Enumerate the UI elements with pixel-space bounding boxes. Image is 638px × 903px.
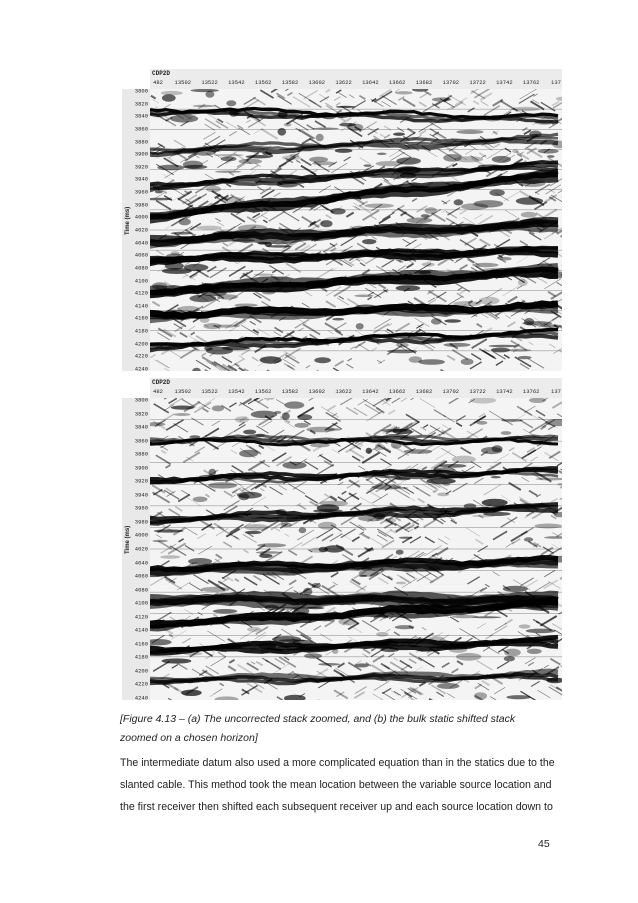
cdp-tick-label: 13602 xyxy=(308,388,326,395)
time-tick-label: 4160 xyxy=(134,640,148,648)
cdp-tick-label: 482 xyxy=(153,388,163,395)
time-tick-label: 4080 xyxy=(134,264,148,272)
time-tick-label: 4080 xyxy=(134,586,148,594)
time-axis-label-b: Time (ms) xyxy=(125,525,131,554)
cdp-tick-label: 13542 xyxy=(228,388,245,395)
caption-line-2: zoomed on a chosen horizon] xyxy=(120,732,258,744)
cdp-tick-label: 137 xyxy=(551,79,561,86)
time-tick-label: 4120 xyxy=(134,289,148,297)
time-tick-label: 4160 xyxy=(134,314,148,322)
time-axis-a xyxy=(122,89,151,371)
seismic-image-b xyxy=(150,398,562,700)
cdp-axis-b xyxy=(150,378,562,399)
time-tick-label: 4100 xyxy=(134,277,148,285)
time-tick-label: 4040 xyxy=(134,559,148,567)
cdp-tick-label: 13502 xyxy=(174,79,192,86)
cdp-tick-label: 13662 xyxy=(388,79,406,86)
time-tick-label: 3960 xyxy=(134,504,148,512)
cdp-tick-label: 13522 xyxy=(201,388,218,395)
time-tick-label: 3880 xyxy=(134,450,148,458)
cdp-tick-label: 13662 xyxy=(388,388,406,395)
time-tick-label: 3920 xyxy=(134,163,148,171)
time-tick-label: 3900 xyxy=(134,464,148,472)
seismic-panel-b xyxy=(122,378,562,700)
cdp-tick-label: 13622 xyxy=(335,388,352,395)
time-tick-label: 4220 xyxy=(134,680,148,688)
time-tick-label: 3820 xyxy=(134,410,148,418)
time-tick-label: 3980 xyxy=(134,201,148,209)
cdp-tick-label: 13502 xyxy=(174,388,192,395)
time-tick-label: 4200 xyxy=(134,667,148,675)
time-tick-label: 3840 xyxy=(134,423,148,431)
cdp-tick-label: 13602 xyxy=(308,79,326,86)
body-paragraph xyxy=(120,752,563,818)
cdp-tick-label: 13642 xyxy=(362,79,379,86)
time-tick-label: 3920 xyxy=(134,477,148,485)
cdp-tick-label: 13582 xyxy=(281,388,299,395)
cdp-tick-label: 13562 xyxy=(254,388,272,395)
cdp-tick-label: 13722 xyxy=(469,79,486,86)
cdp-tick-label: 13622 xyxy=(335,79,352,86)
time-tick-label: 4060 xyxy=(134,572,148,580)
time-tick-label: 3840 xyxy=(134,112,148,120)
time-tick-label: 4140 xyxy=(134,302,148,310)
cdp-tick-label: 482 xyxy=(153,79,163,86)
cdp-tick-label: 13742 xyxy=(496,388,513,395)
cdp-header-b: CDP2D xyxy=(152,379,171,386)
figure-caption xyxy=(120,710,540,748)
time-tick-label: 3880 xyxy=(134,138,148,146)
cdp-tick-label: 13542 xyxy=(228,79,245,86)
cdp-tick-label: 13642 xyxy=(362,388,379,395)
time-tick-label: 4240 xyxy=(134,694,148,700)
time-tick-label: 3940 xyxy=(134,175,148,183)
time-tick-label: 4060 xyxy=(134,251,148,259)
time-axis-b xyxy=(122,398,151,700)
cdp-header-a: CDP2D xyxy=(152,70,171,77)
cdp-tick-label: 13562 xyxy=(254,79,272,86)
cdp-tick-label: 137 xyxy=(551,388,561,395)
body-line-1: The intermediate datum also used a more complicated equation than in the statics due to the xyxy=(120,757,555,769)
time-tick-label: 3860 xyxy=(134,125,148,133)
seismic-image-a xyxy=(150,89,562,371)
time-tick-label: 3860 xyxy=(134,437,148,445)
time-tick-label: 3800 xyxy=(134,89,148,95)
time-tick-label: 4120 xyxy=(134,613,148,621)
time-tick-label: 3800 xyxy=(134,398,148,404)
time-tick-label: 3980 xyxy=(134,518,148,526)
page-number: 45 xyxy=(538,838,550,850)
time-tick-label: 4180 xyxy=(134,327,148,335)
time-tick-label: 4020 xyxy=(134,226,148,234)
cdp-tick-label: 13702 xyxy=(442,79,460,86)
time-tick-label: 4240 xyxy=(134,365,148,371)
cdp-tick-label: 13682 xyxy=(415,79,433,86)
cdp-tick-label: 13522 xyxy=(201,79,218,86)
time-tick-label: 4040 xyxy=(134,239,148,247)
cdp-tick-label: 13742 xyxy=(496,79,513,86)
time-axis-label-a: Time (ms) xyxy=(125,206,131,235)
caption-line-1: [Figure 4.13 – (a) The uncorrected stack zoomed, and (b) the bulk static shifted stack xyxy=(120,713,516,725)
cdp-axis-a xyxy=(150,69,562,90)
time-tick-label: 4180 xyxy=(134,653,148,661)
cdp-tick-label: 13582 xyxy=(281,79,299,86)
time-tick-label: 3940 xyxy=(134,491,148,499)
cdp-tick-label: 13722 xyxy=(469,388,486,395)
cdp-tick-label: 13702 xyxy=(442,388,460,395)
cdp-tick-label: 13762 xyxy=(522,79,540,86)
time-tick-label: 4200 xyxy=(134,340,148,348)
cdp-tick-label: 13682 xyxy=(415,388,433,395)
time-tick-label: 4000 xyxy=(134,213,148,221)
time-tick-label: 4100 xyxy=(134,599,148,607)
time-tick-label: 4140 xyxy=(134,626,148,634)
seismic-panel-a xyxy=(122,69,562,371)
time-tick-label: 4020 xyxy=(134,545,148,553)
time-tick-label: 3960 xyxy=(134,188,148,196)
body-line-2: slanted cable. This method took the mean location between the variable source location and xyxy=(120,779,552,791)
time-tick-label: 4000 xyxy=(134,531,148,539)
body-line-3: the first receiver then shifted each subsequent receiver up and each source location down to xyxy=(120,801,553,813)
cdp-tick-label: 13762 xyxy=(522,388,540,395)
time-tick-label: 3900 xyxy=(134,150,148,158)
time-tick-label: 3820 xyxy=(134,100,148,108)
time-tick-label: 4220 xyxy=(134,352,148,360)
